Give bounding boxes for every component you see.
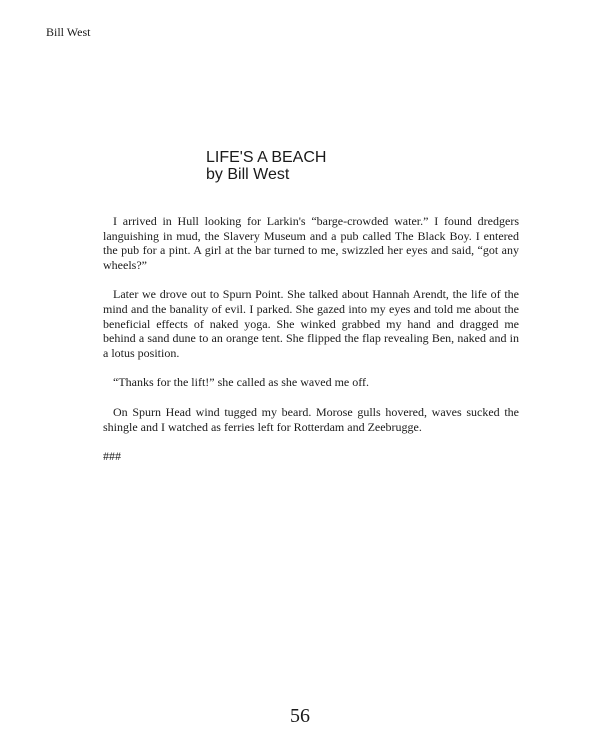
page-number: 56 bbox=[290, 705, 310, 727]
running-header: Bill West bbox=[46, 25, 91, 39]
story-byline: by Bill West bbox=[206, 166, 290, 183]
paragraph-3: “Thanks for the lift!” she called as she waved me off. bbox=[113, 375, 370, 390]
story-title: LIFE'S A BEACH bbox=[206, 149, 327, 166]
paragraph-2: Later we drove out to Spurn Point. She talked about Hannah Arendt, the life of the mind and the banality of evil. I parked. She gazed into my eyes and told me about the beneficial effects of naked yoga. She winked grabbed my hand and dragged me behind a sand dune to an orange tent. She flipped the flap revealing Ben, naked and in a lotus position. bbox=[103, 287, 519, 360]
end-mark: ### bbox=[103, 449, 121, 464]
story-body bbox=[103, 214, 519, 479]
paragraph-4: On Spurn Head wind tugged my beard. Morose gulls hovered, waves sucked the shingle and I watched as ferries left for Rotterdam and Zeebrugge. bbox=[103, 404, 519, 434]
title-block bbox=[206, 149, 326, 183]
paragraph-1: I arrived in Hull looking for Larkin's “barge-crowded water.” I found dredgers languishing in mud, the Slavery Museum and a pub called The Black Boy. I entered the pub for a pint. A girl at the bar turned to me, swizzled her eyes and said, “got any wheels?” bbox=[103, 214, 519, 272]
